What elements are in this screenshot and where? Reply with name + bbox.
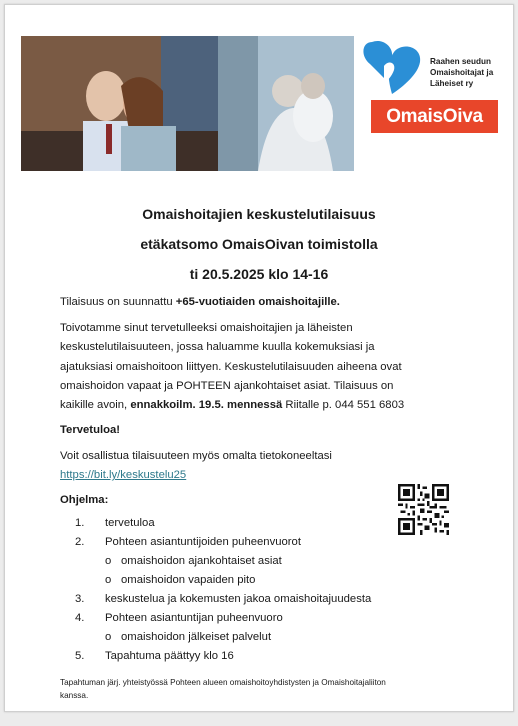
paragraph-line: omaishoidon vapaat ja POHTEEN ajankohtaiset asiat. Tilaisuus on bbox=[60, 379, 394, 392]
org-name-line: Läheiset ry bbox=[430, 79, 474, 88]
photo-embracing-couple bbox=[218, 36, 354, 171]
list-number: 4. bbox=[75, 612, 85, 624]
list-label: omaishoidon vapaiden pito bbox=[121, 574, 256, 586]
paragraph-line bbox=[60, 396, 465, 415]
contact-info: Riitalle p. 044 551 6803 bbox=[282, 399, 405, 412]
flyer-page bbox=[4, 4, 514, 712]
welcome-text: Tervetuloa! bbox=[60, 424, 121, 436]
org-name-line: Raahen seudun bbox=[430, 57, 491, 66]
qr-code-icon[interactable] bbox=[398, 484, 449, 535]
omaisoiva-logo: OmaisOiva bbox=[371, 100, 498, 133]
list-label: omaishoidon jälkeiset palvelut bbox=[121, 631, 272, 643]
list-number: 2. bbox=[75, 536, 85, 548]
paragraph-line: keskustelutilaisuuteen, jossa haluamme kuulla kokemuksiasi ja bbox=[60, 341, 375, 354]
footnote-line: kanssa. bbox=[60, 691, 89, 700]
remote-participation bbox=[60, 447, 465, 486]
bullet-icon: o bbox=[105, 555, 112, 567]
list-label: Pohteen asiantuntijoiden puheenvuorot bbox=[105, 536, 301, 548]
paragraph-line: ajatuksiasi omaishoitoon liittyen. Keskustelutilaisuuden aiheena ovat bbox=[60, 360, 402, 373]
list-number: 1. bbox=[75, 517, 85, 529]
organization-name bbox=[430, 56, 505, 89]
paragraph-text: kaikille avoin, bbox=[60, 399, 131, 412]
list-label: Pohteen asiantuntijan puheenvuoro bbox=[105, 612, 283, 624]
remote-text: Voit osallistua tilaisuuteen myös omalta tietokoneeltasi bbox=[60, 450, 332, 462]
intro-bold: +65-vuotiaiden omaishoitajille. bbox=[175, 296, 340, 308]
list-number: 3. bbox=[75, 593, 85, 605]
org-name-line: Omaishoitajat ja bbox=[430, 68, 494, 77]
footnote-line: Tapahtuman järj. yhteistyössä Pohteen alueen omaishoitoyhdistysten ja Omaishoitajaliiton bbox=[60, 678, 386, 687]
event-datetime: ti 20.5.2025 klo 14-16 bbox=[189, 266, 329, 282]
list-label: tervetuloa bbox=[105, 517, 155, 529]
hearts-logo-icon bbox=[362, 36, 428, 98]
registration-deadline: ennakkoilm. 19.5. mennessä bbox=[130, 399, 283, 412]
list-label: Tapahtuma päättyy klo 16 bbox=[105, 650, 234, 662]
description-paragraph bbox=[60, 319, 465, 415]
list-label: omaishoidon ajankohtaiset asiat bbox=[121, 555, 282, 567]
event-title: Omaishoitajien keskustelutilaisuus bbox=[142, 206, 376, 222]
photo-elderly-man-and-caregiver bbox=[21, 36, 218, 171]
program-title: Ohjelma: bbox=[60, 494, 109, 506]
bullet-icon: o bbox=[105, 631, 112, 643]
organizer-footnote bbox=[60, 676, 470, 702]
paragraph-line: Toivotamme sinut tervetulleeksi omaishoitajien ja läheisten bbox=[60, 322, 353, 334]
remote-link[interactable]: https://bit.ly/keskustelu25 bbox=[60, 469, 187, 482]
list-number: 5. bbox=[75, 650, 85, 662]
target-audience bbox=[60, 293, 465, 312]
list-label: keskustelua ja kokemusten jakoa omaishoitajuudesta bbox=[105, 593, 372, 605]
intro-text: Tilaisuus on suunnattu bbox=[60, 296, 176, 308]
bullet-icon: o bbox=[105, 574, 112, 586]
event-location: etäkatsomo OmaisOivan toimistolla bbox=[140, 236, 378, 252]
